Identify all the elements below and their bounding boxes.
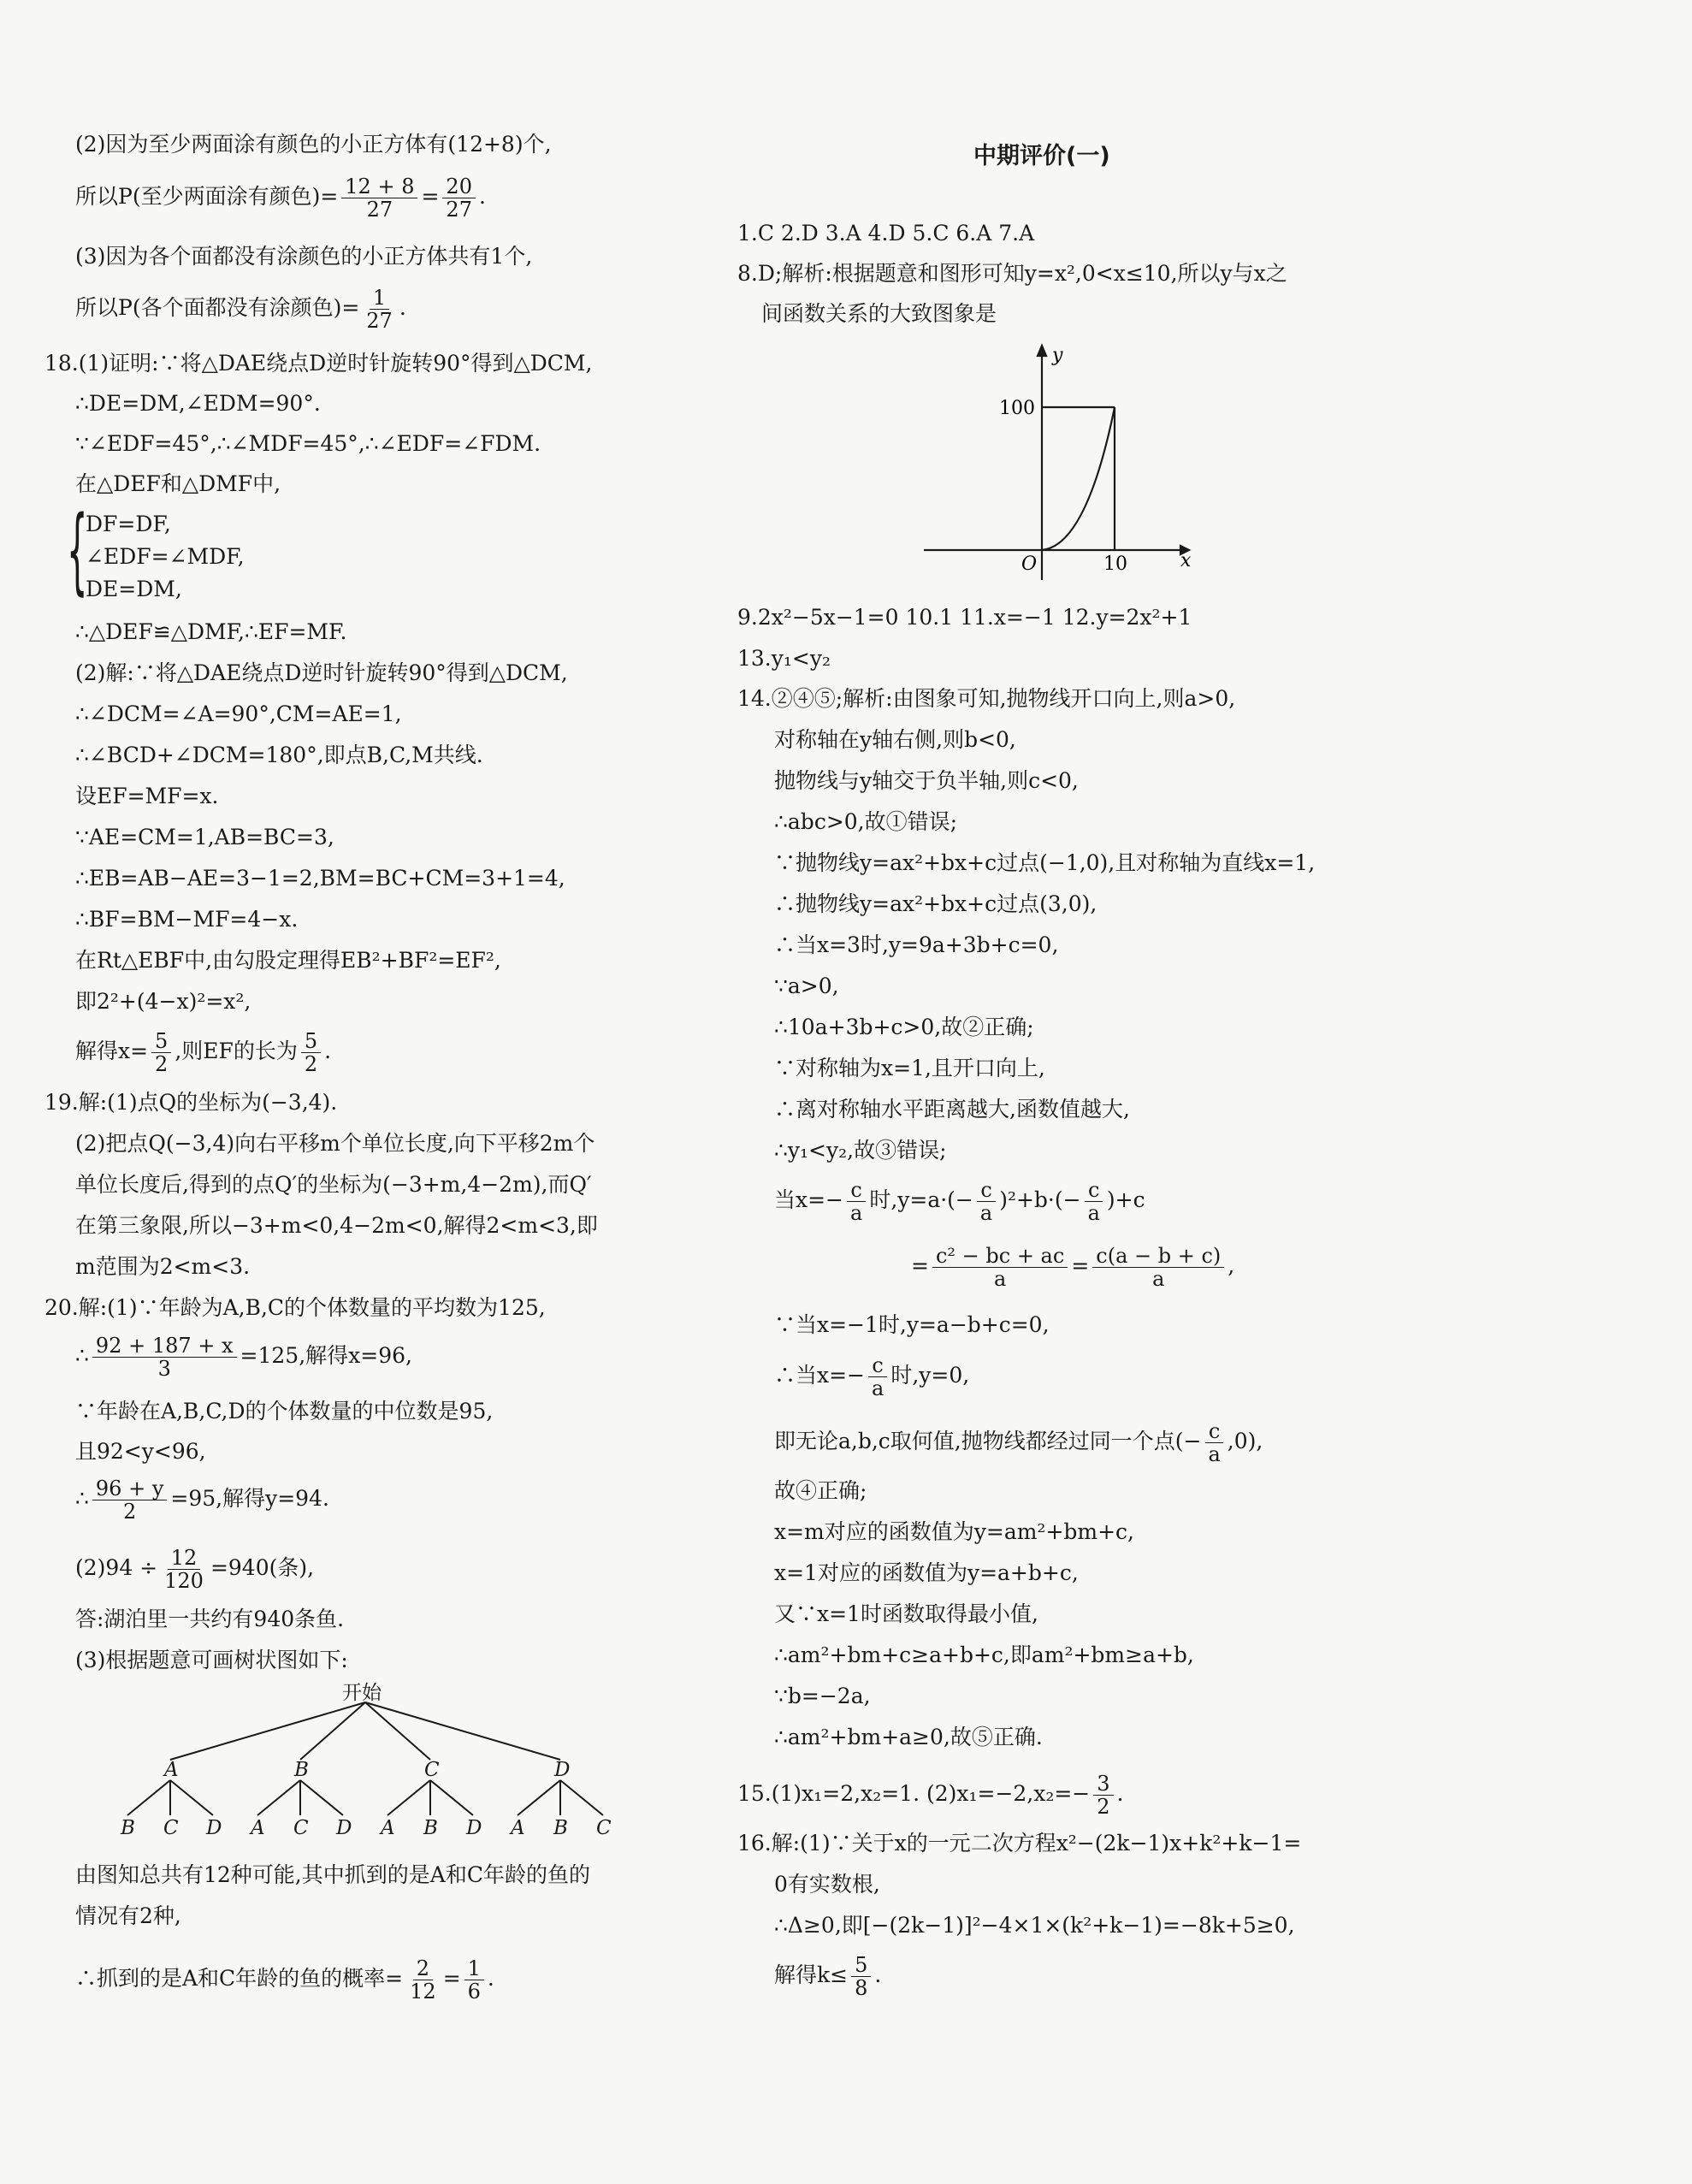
p18-line12: ∴BF=BM−MF=4−x.	[75, 907, 299, 932]
answer-14-line: ∴当x=− $\frac{c}{a}$ 时,y=0,	[774, 1353, 970, 1400]
x-axis-label: x	[1180, 550, 1192, 571]
fraction: $\frac{5}{8}$	[851, 1954, 871, 1999]
p18-line6: (2)解:∵将△DAE绕点D逆时针旋转90°得到△DCM,	[75, 660, 568, 685]
answer-16-line: 0有实数根,	[774, 1872, 880, 1897]
function-graph	[915, 340, 1206, 589]
tree-leaf: B	[553, 1817, 568, 1839]
tree-leaf: C	[163, 1817, 179, 1839]
answer-14-line: 又∵x=1时函数取得最小值,	[774, 1601, 1038, 1626]
p20-line10: 情况有2种,	[75, 1903, 181, 1928]
parabola-curve	[1042, 407, 1115, 550]
system-brace: {	[67, 495, 88, 605]
fraction: $\frac{1}{6}$	[464, 1957, 484, 2003]
fraction: $\frac{2}{12}$	[410, 1956, 436, 2003]
p20-line9: 由图知总共有12种可能,其中抓到的是A和C年龄的鱼的	[75, 1862, 590, 1887]
tree-leaf: A	[381, 1817, 395, 1839]
section-title: 中期评价(一)	[973, 143, 1110, 169]
tree-leaf: B	[423, 1817, 438, 1839]
p19-line2: (2)把点Q(−3,4)向右平移m个单位长度,向下平移2m个	[75, 1131, 595, 1156]
p20-line5: ∴ $\frac{96 + y}{2}$ =95,解得y=94.	[75, 1477, 329, 1524]
p19-line4: 在第三象限,所以−3+m<0,4−2m<0,解得2<m<3,即	[75, 1213, 598, 1238]
p18-line3: ∵∠EDF=45°,∴∠MDF=45°,∴∠EDF=∠FDM.	[75, 431, 541, 456]
p17-3-line2: 所以P(各个面都没有涂颜色)= $\frac{1}{27}$ .	[75, 286, 406, 333]
p20-line4: 且92<y<96,	[75, 1439, 206, 1464]
tree-leaf: D	[206, 1817, 222, 1839]
answer-14-line: 即无论a,b,c取何值,抛物线都经过同一个点(− $\frac{c}{a}$ ,0),	[774, 1419, 1263, 1466]
fraction: $\frac{12 + 8}{27}$	[341, 175, 417, 221]
tree-leaf: D	[466, 1817, 482, 1839]
answers-1-7: 1.C 2.D 3.A 4.D 5.C 6.A 7.A	[737, 221, 1035, 246]
tree-leaf: A	[511, 1817, 525, 1839]
answer-16-line: 16.解:(1)∵关于x的一元二次方程x²−(2k−1)x+k²+k−1=	[737, 1831, 1302, 1856]
answer-8-line2: 间函数关系的大致图象是	[761, 301, 997, 326]
p18-line11: ∴EB=AB−AE=3−1=2,BM=BC+CM=3+1=4,	[75, 866, 565, 891]
fraction: $\frac{c}{a}$	[1204, 1420, 1223, 1465]
answer-14-line: ∴离对称轴水平距离越大,函数值越大,	[774, 1097, 1130, 1122]
fraction: $\frac{92 + 187 + x}{3}$	[92, 1335, 237, 1380]
answer-14-line: ∵a>0,	[774, 974, 839, 998]
p20-line6: (2)94 ÷ $\frac{12}{120}$ =940(条),	[75, 1546, 315, 1593]
fraction: $\frac{5}{2}$	[301, 1030, 321, 1075]
p18-line9: 设EF=MF=x.	[75, 784, 219, 808]
fraction: $\frac{c(a - b + c)}{a}$	[1092, 1245, 1224, 1290]
tree-leaf: A	[251, 1817, 265, 1839]
graph-svg	[915, 340, 1206, 589]
p18-line10: ∵AE=CM=1,AB=BC=3,	[75, 825, 334, 849]
p18-line14: 即2²+(4−x)²=x²,	[75, 989, 251, 1014]
y-arrow	[1038, 346, 1046, 356]
answer-14-line: ∵b=−2a,	[774, 1684, 871, 1708]
p18-line8: ∴∠BCD+∠DCM=180°,即点B,C,M共线.	[75, 743, 483, 767]
answer-14-line: 14.②④⑤;解析:由图象可知,抛物线开口向上,则a>0,	[737, 686, 1236, 711]
tree-root: 开始	[342, 1682, 382, 1704]
p20-line1: 20.解:(1)∵年龄为A,B,C的个体数量的平均数为125,	[44, 1295, 546, 1320]
tree-diagram	[103, 1677, 650, 1848]
answer-14-line: ∴当x=3时,y=9a+3b+c=0,	[774, 932, 1059, 957]
p19-line5: m范围为2<m<3.	[75, 1254, 251, 1279]
answer-14-line: x=1对应的函数值为y=a+b+c,	[774, 1560, 1079, 1585]
p18-line4: 在△DEF和△DMF中,	[75, 471, 281, 496]
answer-14-line: 故④正确;	[774, 1478, 867, 1503]
fraction: $\frac{c}{a}$	[1085, 1179, 1103, 1224]
p20-line7: 答:湖泊里一共约有940条鱼.	[75, 1607, 345, 1631]
answer-14-line: 当x=− $\frac{c}{a}$ 时,y=a·(− $\frac{c}{a}$ )²+b·(− $\frac{c}{a}$ )+c	[774, 1178, 1145, 1225]
fraction: $\frac{96 + y}{2}$	[92, 1477, 167, 1523]
tree-leaf: D	[336, 1817, 352, 1839]
x-tick-label: 10	[1103, 553, 1127, 575]
p18-line5: ∴△DEF≌△DMF,∴EF=MF.	[75, 619, 347, 644]
answer-14-line: 对称轴在y轴右侧,则b<0,	[774, 727, 1016, 752]
tree-node: A	[164, 1759, 179, 1781]
p18-sys2: ∠EDF=∠MDF,	[86, 544, 245, 569]
answer-13: 13.y₁<y₂	[737, 646, 831, 671]
answer-14-line: 抛物线与y轴交于负半轴,则c<0,	[774, 768, 1079, 793]
p18-sys1: DF=DF,	[86, 512, 171, 536]
p19-line3: 单位长度后,得到的点Q′的坐标为(−3+m,4−2m),而Q′	[75, 1172, 592, 1197]
tree-node: B	[294, 1759, 309, 1781]
fraction: $\frac{c}{a}$	[977, 1179, 996, 1224]
p18-line2: ∴DE=DM,∠EDM=90°.	[75, 391, 321, 416]
p19-line1: 19.解:(1)点Q的坐标为(−3,4).	[44, 1090, 338, 1115]
fraction: $\frac{12}{120}$	[164, 1546, 204, 1593]
p18-line7: ∴∠DCM=∠A=90°,CM=AE=1,	[75, 701, 402, 726]
y-tick-label: 100	[999, 398, 1035, 419]
p20-line3: ∵年龄在A,B,C,D的个体数量的中位数是95,	[75, 1399, 494, 1423]
answer-14-line: ∴10a+3b+c>0,故②正确;	[774, 1015, 1034, 1039]
p17-2-line1: (2)因为至少两面涂有颜色的小正方体有(12+8)个,	[75, 132, 552, 157]
fraction: $\frac{c}{a}$	[868, 1354, 887, 1400]
answer-15: 15.(1)x₁=2,x₂=1. (2)x₁=−2,x₂=− $\frac{3}{2}$ .	[737, 1772, 1124, 1819]
p20-line11: ∴抓到的是A和C年龄的鱼的概率= $\frac{2}{12}$ = $\frac{1}{6}$ .	[75, 1956, 494, 2003]
p18-sys3: DE=DM,	[86, 577, 182, 601]
p18-line13: 在Rt△EBF中,由勾股定理得EB²+BF²=EF²,	[75, 948, 501, 973]
p17-2-line2: 所以P(至少两面涂有颜色)= $\frac{12 + 8}{27}$ = $\frac{20}{27}$ .	[75, 175, 486, 222]
answer-16-line: 解得k≤ $\frac{5}{8}$ .	[774, 1953, 882, 2000]
answers-9-12: 9.2x²−5x−1=0 10.1 11.x=−1 12.y=2x²+1	[737, 605, 1192, 630]
answer-14-line: ∴y₁<y₂,故③错误;	[774, 1138, 947, 1163]
answer-14-line: ∵对称轴为x=1,且开口向上,	[774, 1056, 1045, 1080]
p17-3-line1: (3)因为各个面都没有涂颜色的小正方体共有1个,	[75, 244, 533, 269]
answer-14-line: ∴abc>0,故①错误;	[774, 809, 958, 834]
origin-label: O	[1021, 553, 1038, 575]
answer-14-line: ∴am²+bm+a≥0,故⑤正确.	[774, 1725, 1043, 1749]
p20-line2: ∴ $\frac{92 + 187 + x}{3}$ =125,解得x=96,	[75, 1334, 412, 1381]
answer-8-line1: 8.D;解析:根据题意和图形可知y=x²,0<x≤10,所以y与x之	[737, 261, 1287, 286]
p18-line1: 18.(1)证明:∵将△DAE绕点D逆时针旋转90°得到△DCM,	[44, 351, 593, 376]
tree-leaf: C	[293, 1817, 309, 1839]
answer-14-line: ∵抛物线y=ax²+bx+c过点(−1,0),且对称轴为直线x=1,	[774, 850, 1316, 875]
fraction: $\frac{3}{2}$	[1093, 1773, 1113, 1818]
y-axis-label: y	[1052, 345, 1063, 366]
tree-leaf: B	[121, 1817, 135, 1839]
answer-14-line: = $\frac{\text{c² − bc + ac}}{a}$ = $\frac{c(a - b + c)}{a}$ ,	[911, 1244, 1235, 1291]
tree-node: C	[424, 1759, 440, 1781]
tree-node: D	[554, 1759, 571, 1781]
fraction: $\frac{\text{c² − bc + ac}}{a}$	[932, 1245, 1068, 1290]
answer-16-line: ∴Δ≥0,即[−(2k−1)]²−4×1×(k²+k−1)=−8k+5≥0,	[774, 1913, 1295, 1938]
tree-leaf: C	[596, 1817, 612, 1839]
fraction: $\frac{1}{27}$	[366, 286, 393, 333]
answer-14-line: x=m对应的函数值为y=am²+bm+c,	[774, 1519, 1135, 1544]
p18-line15: 解得x= $\frac{5}{2}$ ,则EF的长为 $\frac{5}{2}$ .	[75, 1029, 332, 1076]
fraction: $\frac{20}{27}$	[442, 175, 476, 221]
answer-14-line: ∵当x=−1时,y=a−b+c=0,	[774, 1312, 1050, 1337]
fraction: $\frac{5}{2}$	[151, 1030, 171, 1075]
p20-line8: (3)根据题意可画树状图如下:	[75, 1648, 348, 1672]
answer-14-line: ∴抛物线y=ax²+bx+c过点(3,0),	[774, 891, 1097, 916]
answer-14-line: ∴am²+bm+c≥a+b+c,即am²+bm≥a+b,	[774, 1642, 1194, 1667]
fraction: $\frac{c}{a}$	[847, 1179, 866, 1224]
